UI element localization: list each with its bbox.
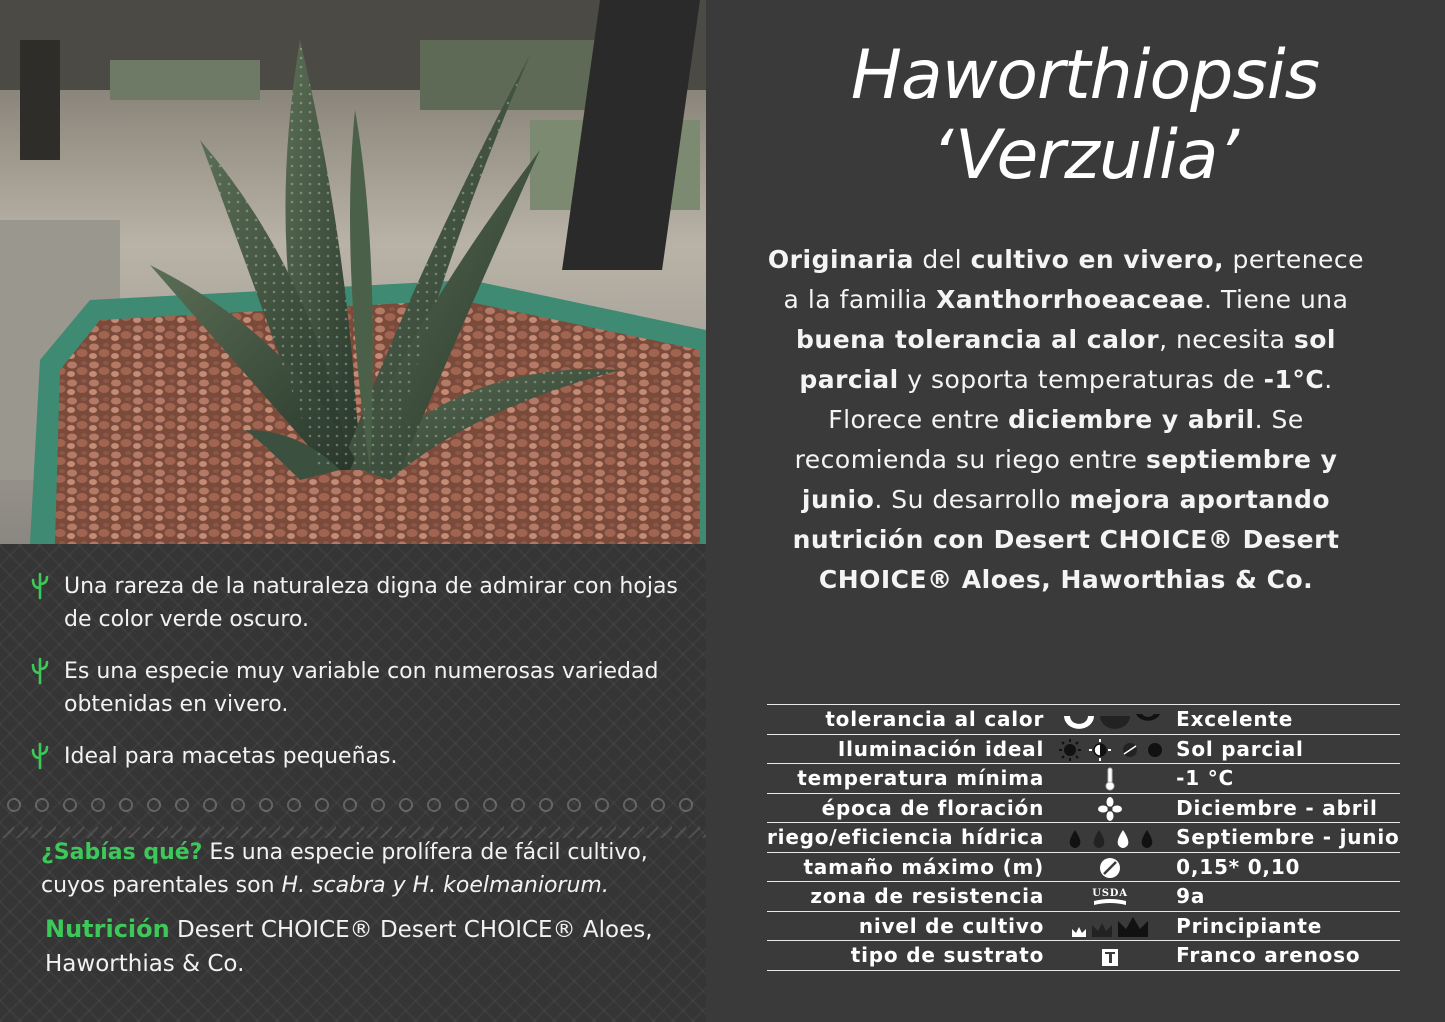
did-you-know: [41, 836, 691, 902]
plant-photo: [0, 0, 706, 544]
desc-bold: septiembre y junio: [801, 445, 1338, 514]
spec-label: Iluminación ideal: [767, 734, 1058, 764]
specs-table: [767, 704, 1400, 971]
spec-label: época de floración: [767, 793, 1058, 823]
list-item: [28, 570, 693, 636]
decorative-ornament-row: [0, 794, 706, 816]
desc-bold: Xanthorrhoeaceae: [936, 285, 1205, 314]
desc-text: . Florece entre: [828, 365, 1333, 434]
did-you-know-species: H. scabra y H. koelmaniorum.: [281, 873, 609, 898]
nutrition-note: [45, 912, 695, 981]
table-row: [767, 911, 1400, 941]
flower-icon: [1058, 793, 1162, 823]
desc-bold: -1°C: [1263, 365, 1325, 394]
did-you-know-label: ¿Sabías qué?: [41, 840, 203, 865]
desc-text: , necesita: [1159, 325, 1294, 354]
desc-bold: buena tolerancia al calor: [796, 325, 1160, 354]
spec-label: tamaño máximo (m): [767, 852, 1058, 882]
desc-text: . Se recomienda su riego entre: [794, 405, 1304, 474]
nutrition-text: Desert CHOICE® Desert CHOICE® Aloes, Haworthias & Co.: [45, 917, 653, 977]
crown-icon: [1058, 911, 1162, 941]
bullet-text: Una rareza de la naturaleza digna de admirar con hojas de color verde oscuro.: [64, 574, 678, 632]
spec-label: nivel de cultivo: [767, 911, 1058, 941]
desc-text: pertenece a la familia: [783, 245, 1365, 314]
cactus-icon: [28, 742, 52, 770]
cactus-icon: [28, 657, 52, 685]
table-row: [767, 852, 1400, 882]
thermometer-icon: [1058, 764, 1162, 794]
spec-value: 0,15* 0,10: [1162, 852, 1399, 882]
desc-bold: sol parcial: [799, 325, 1336, 394]
desc-bold: cultivo en vivero,: [970, 245, 1225, 274]
table-row: [767, 734, 1400, 764]
title-cultivar: ‘Verzulia’: [931, 116, 1239, 195]
spec-value: 9a: [1162, 882, 1399, 912]
did-you-know-text: Es una especie prolífera de fácil cultivo, cuyos parentales son: [41, 840, 648, 898]
spec-value: Excelente: [1162, 705, 1399, 735]
spec-label: tolerancia al calor: [767, 705, 1058, 735]
feature-list: [28, 570, 693, 792]
spec-value: Diciembre - abril: [1162, 793, 1399, 823]
table-row: [767, 705, 1400, 735]
table-row: [767, 764, 1400, 794]
left-info-panel: [0, 544, 706, 1022]
sun-exposure-icon: [1058, 734, 1162, 764]
spec-label: temperatura mínima: [767, 764, 1058, 794]
desc-text: y soporta temperaturas de: [898, 365, 1264, 394]
desc-text: . Su desarrollo: [874, 485, 1070, 514]
list-item: [28, 655, 693, 721]
water-drop-icon: [1058, 823, 1162, 853]
description-paragraph: [760, 240, 1372, 600]
title-genus: Haworthiopsis: [850, 36, 1320, 115]
spec-label: riego/eficiencia hídrica: [767, 823, 1058, 853]
bullet-text: Ideal para macetas pequeñas.: [64, 744, 398, 769]
usda-icon: [1058, 882, 1162, 912]
spec-value: Sol parcial: [1162, 734, 1399, 764]
table-row: [767, 941, 1400, 971]
desc-text: del: [913, 245, 971, 274]
spec-value: Franco arenoso: [1162, 941, 1399, 971]
substrate-icon: [1058, 941, 1162, 971]
table-row: [767, 793, 1400, 823]
nutrition-label: Nutrición: [45, 915, 170, 943]
spec-value: -1 °C: [1162, 764, 1399, 794]
bullet-text: Es una especie muy variable con numerosas variedad obtenidas en vivero.: [64, 659, 659, 717]
table-row: [767, 882, 1400, 912]
desc-text: . Tiene una: [1204, 285, 1349, 314]
cactus-icon: [28, 572, 52, 600]
heat-tolerance-icon: [1058, 705, 1162, 735]
usda-text: USDA: [1092, 888, 1128, 899]
desc-bold: diciembre y abril: [1008, 405, 1255, 434]
desc-bold: Originaria: [767, 245, 914, 274]
spec-label: tipo de sustrato: [767, 941, 1058, 971]
desc-bold: mejora aportando nutrición con Desert CHOICE® Desert CHOICE® Aloes, Haworthias & Co.: [792, 485, 1340, 594]
table-row: [767, 823, 1400, 853]
size-icon: [1058, 852, 1162, 882]
spec-value: Septiembre - junio: [1162, 823, 1399, 853]
list-item: [28, 740, 693, 773]
spec-label: zona de resistencia: [767, 882, 1058, 912]
spec-value: Principiante: [1162, 911, 1399, 941]
page-title: [790, 36, 1380, 196]
